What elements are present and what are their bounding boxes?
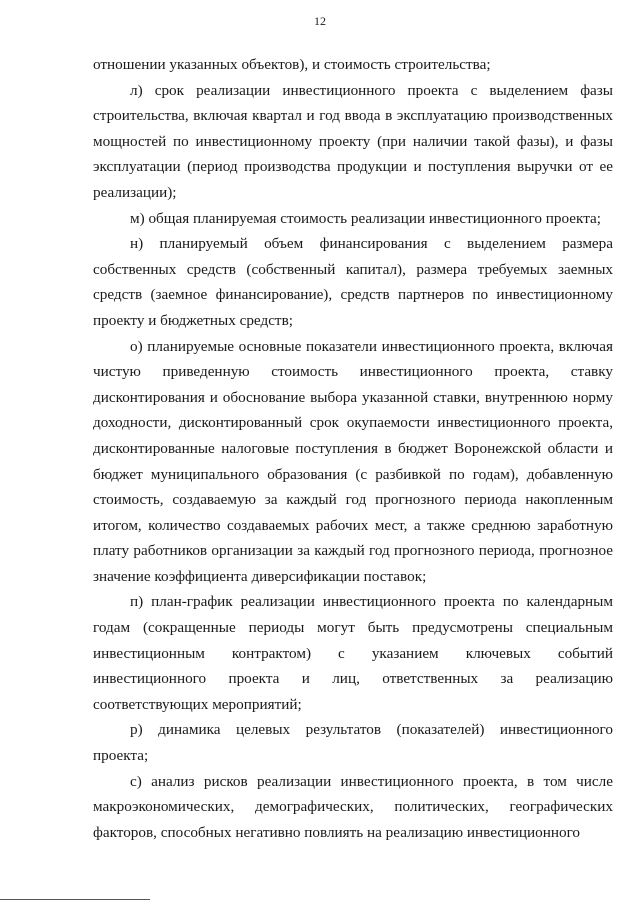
paragraph-item-r: р) динамика целевых результатов (показателей) инвестиционного проекта; [93, 721, 613, 765]
paragraph-item-o: о) планируемые основные показатели инвестиционного проекта, включая чистую приведенную стоимость инвестиционного проекта, ставку дисконтирования и обоснование выбора указанной ставки, внутреннюю норму доходности, дисконтированный срок окупаемости инвестиционного проекта, дисконтированные налоговые поступления в бюджет Воронежской области и бюджет муниципального образования (с разбивкой по годам), добавленную стоимость, создаваемую за каждый год прогнозного периода накопленным итогом, количество создаваемых рабочих мест, а также среднюю заработную плату работников организации за каждый год прогнозного периода, прогнозное значение коэффициента диверсификации поставок; [93, 337, 613, 585]
paragraph-item-m: м) общая планируемая стоимость реализации инвестиционного проекта; [130, 209, 601, 227]
paragraph-item-l: л) срок реализации инвестиционного проекта с выделением фазы строительства, включая квартал и год ввода в эксплуатацию производственных мощностей по инвестиционному проекту (при наличии такой фазы), и фазы эксплуатации (период производства продукции и поступления выручки от ее реализации); [93, 81, 613, 201]
paragraph-item-n: н) планируемый объем финансирования с выделением размера собственных средств (собственный капитал), размера требуемых заемных средств (заемное финансирование), средств партнеров по инвестиционному проекту и бюджетных средств; [93, 235, 613, 329]
footer-rule [0, 899, 150, 900]
paragraph-item-p: п) план-график реализации инвестиционного проекта по календарным годам (сокращенные периоды могут быть предусмотрены специальным инвестиционным контрактом) с указанием ключевых событий инвестиционного проекта и лиц, ответственных за реализацию соответствующих мероприятий; [93, 593, 613, 713]
paragraph-continuation: отношении указанных объектов), и стоимость строительства; [93, 56, 491, 73]
paragraph-item-s: с) анализ рисков реализации инвестиционного проекта, в том числе макроэкономических, демографических, политических, географических факторов, способных негативно повлиять на реализацию инвестиционного [93, 772, 613, 841]
page-number: 12 [314, 14, 326, 28]
document-body [93, 52, 613, 845]
